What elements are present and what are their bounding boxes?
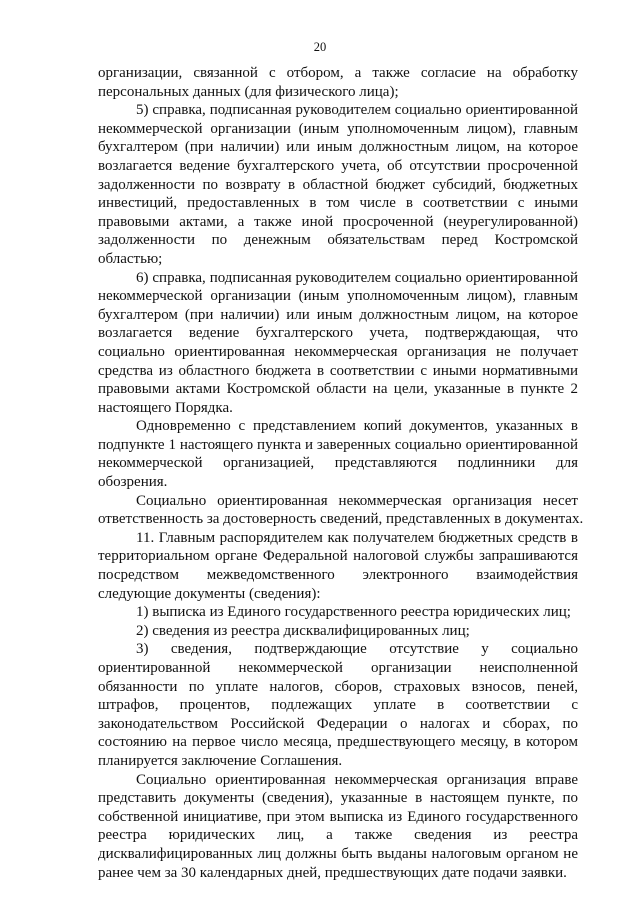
paragraph	[98, 64, 578, 101]
text-line: ранее чем за 30 календарных дней, предшествующих дате подачи заявки.	[98, 864, 567, 881]
text-line: следующие документы (сведения):	[98, 585, 321, 602]
paragraph	[98, 640, 578, 770]
text-line: реестра юридических лиц, а также сведения из реестра	[98, 827, 578, 844]
text-line: бухгалтером (при наличии) или иным должностным лицом, на которое	[98, 306, 578, 323]
text-line: организации, связанной с отбором, а также согласие на обработку	[98, 65, 578, 81]
paragraph	[98, 101, 578, 268]
text-line: некоммерческой организации (иным уполномоченным лицом), главным	[98, 120, 578, 137]
text-line: 1) выписка из Единого государственного реестра юридических лиц;	[136, 604, 571, 621]
text-line: Социально ориентированная некоммерческая организация несет	[136, 492, 578, 509]
text-line: подпункте 1 настоящего пункта и заверенных социально ориентированной	[98, 436, 578, 453]
paragraph	[98, 622, 578, 641]
text-line: бухгалтером (при наличии) или иным должностным лицом, на которое	[98, 139, 578, 156]
text-line: задолженности по возврату в областной бюджет субсидий, бюджетных	[98, 176, 578, 193]
text-line: 6) справка, подписанная руководителем социально ориентированной	[136, 269, 578, 286]
page-number: 20	[313, 40, 327, 54]
text-line: дисквалифицированных лиц должны быть выданы налоговым органом не	[98, 845, 578, 862]
text-line: правовыми актами Костромской области на цели, указанные в пункте 2	[98, 381, 578, 398]
text-line: настоящего Порядка.	[98, 399, 233, 416]
text-line: 3) сведения, подтверждающие отсутствие у социально	[136, 641, 578, 658]
text-line: некоммерческой организации (иным уполномоченным лицом), главным	[98, 288, 578, 305]
text-line: ориентированной некоммерческой организации неисполненной	[98, 660, 578, 676]
paragraph	[98, 417, 578, 491]
text-line: возлагается ведение бухгалтерского учета, подтверждающая, что	[98, 325, 578, 342]
paragraph	[98, 771, 578, 883]
text-line: социально ориентированная некоммерческая организация не получает	[98, 343, 578, 360]
text-line: представить документы (сведения), указанные в настоящем пункте, по	[98, 790, 578, 807]
text-line: 2) сведения из реестра дисквалифицированных лиц;	[136, 622, 470, 639]
text-line: задолженности по денежным обязательствам перед Костромской	[98, 232, 578, 249]
text-line: собственной инициативе, при этом выписка из Единого государственного	[98, 808, 578, 825]
text-line: некоммерческой организацией, представляются подлинники для	[98, 455, 578, 472]
text-line: штрафов, процентов, подлежащих уплате в соответствии с	[98, 697, 578, 714]
text-line: средства из областного бюджета в соответствии с иными нормативными	[98, 362, 578, 379]
text-line: территориальном органе Федеральной налоговой службы запрашиваются	[98, 548, 578, 565]
paragraph	[98, 492, 584, 529]
text-line: законодательством Российской Федерации о налогах и сборах, по	[98, 715, 578, 732]
text-line: 11. Главным распорядителем как получателем бюджетных средств в	[136, 529, 578, 546]
text-line: возлагается ведение бухгалтерского учета, об отсутствии просроченной	[98, 157, 578, 174]
text-line: посредством межведомственного электронного взаимодействия	[98, 567, 578, 584]
text-line: инвестиций, предоставленных в том числе в соответствии с иными	[98, 195, 578, 212]
text-line: Одновременно с представлением копий документов, указанных в	[136, 418, 578, 435]
text-line: состоянию на первое число месяца, предшествующего месяцу, в котором	[98, 734, 578, 751]
text-line: областью;	[98, 250, 163, 267]
paragraph	[98, 269, 578, 418]
text-line: планируется заключение Соглашения.	[98, 752, 343, 769]
text-line: персональных данных (для физического лица);	[98, 83, 399, 100]
text-line: обязанности по уплате налогов, сборов, страховых взносов, пеней,	[98, 678, 578, 695]
document-body	[98, 64, 584, 882]
text-line: 5) справка, подписанная руководителем социально ориентированной	[136, 102, 578, 119]
text-line: обозрения.	[98, 474, 168, 491]
text-line: ответственность за достоверность сведений, представленных в документах.	[98, 511, 584, 528]
text-line: Социально ориентированная некоммерческая организация вправе	[136, 771, 578, 788]
paragraph	[98, 529, 578, 603]
text-line: правовыми актами, а также иной просроченной (неурегулированной)	[98, 213, 578, 230]
paragraph	[98, 603, 578, 622]
